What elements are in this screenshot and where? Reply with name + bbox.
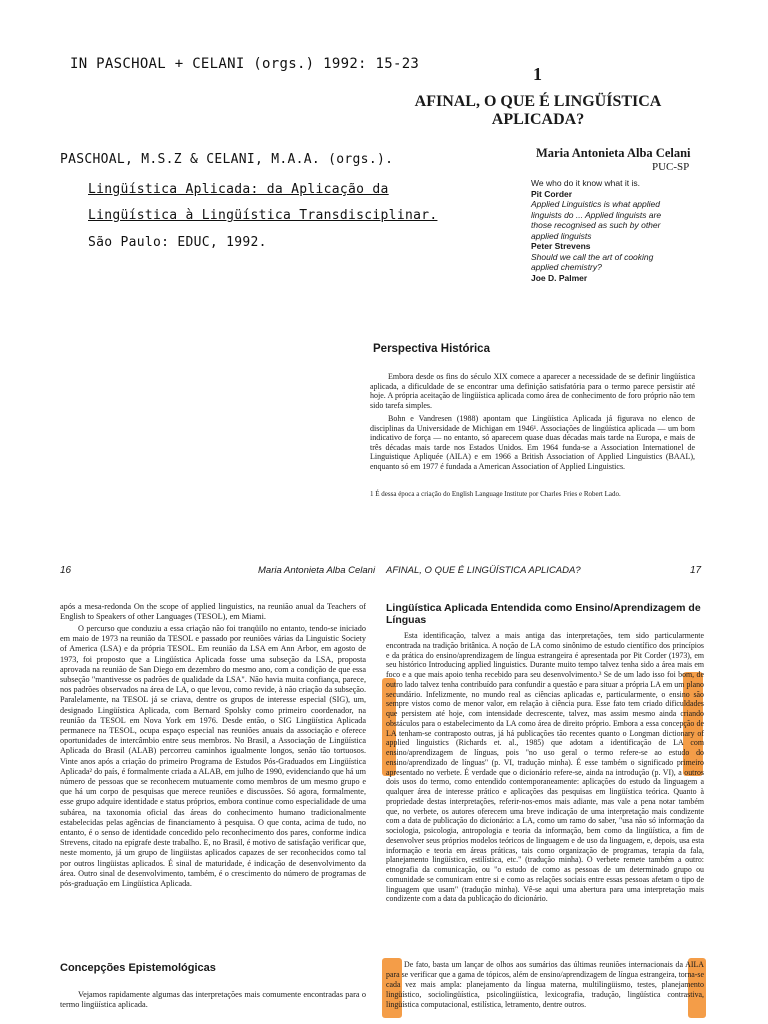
section-heading-ensino — [386, 602, 706, 626]
author-institution: PUC-SP — [652, 161, 690, 173]
handwritten-ref-line-4: São Paulo: EDUC, 1992. — [88, 235, 267, 250]
right-paragraph-1: Esta identificação, talvez a mais antiga das interpretações, tem sido particularmente encontrada na tradição britânica. A noção de LA como sinônimo de estudo científico dos princípios e da prática do ensino/aprendizagem de língua estrangeira é apresentada por Pit Corder (1973), em seu histórico Introducing applied linguistics. Durante muito tempo talvez tenha sido a área mais em foco e a que mais apoio tenha recebido para seu desenvolvimento.³ Se de um lado isso foi bom, de outro lado talvez tenha contribuído para confundir a questão e para situar a própria LA em um plano secundário. Infelizmente, no mundo real as ciências aplicadas e, particularmente, o ensino são sempre vistos como de menor valor, em relação à ciência pura. Esse fato tem criado dificuldades que persistem até hoje, com intensidade decrescente, talvez, mas assim mesmo ainda criando obstáculos para o estabelecimento da LA como área de direito próprio. Embora a essa concepção de LA tenham-se contraposto outras, já há publicações tão recentes quanto o Longman dictionary of applied linguistics (Richards et. al., 1985) que adotam a identificação de LA com ensino/aprendizagem de línguas, pois "no uso geral o termo refere-se ao estudo do ensino/aprendizado de línguas" (p. VI, tradução minha). É esse também o significado primeiro apresentado no verbete. É verdade que o dicionário refere-se, ainda na introdução (p. VI), a outros dois usos do termo, como entendido contemporaneamente: aplicações do estudo da linguagem a qualquer área de interesse prático e aplicações das pesquisas em lingüística teórica. Quanto à propriedade destas interpretações, referir-nos-emos mais adiante, mas vale a pena notar também que, no verbete, os autores oferecem uma breve indicação de uma interpretação mais condizente com a data de publicação do dicionário: a LA, como um ramo do saber, "usa não só informação da sociologia, psicologia, antropologia e teoria da informação, bem como da lingüística, a fim de desenvolver seus próprios modelos teóricos de linguagem e de uso da linguagem, e, depois, usa esta informação e teoria em áreas práticas, tais como organização de programas, terapia da fala, planejamento lingüístico, estilística, etc." (tradução minha). O verbete remete também a outro: etnografia da comunicação, ou "o estudo de como as pessoas de um determinado grupo ou comunidade se comunicam entre si e como as relações sociais entre essas pessoas afetam o tipo de linguagem que usam" (tradução minha). Vê-se aqui uma abertura para uma interpretação mais condizente com a data da publicação do dicionário. — [386, 631, 704, 904]
upper-paragraph-1: Embora desde os fins do século XIX comece a aparecer a necessidade de se definir lingüística aplicada, a dificuldade de se encontrar uma definição satisfatória para o termo parece persistir até hoje. A própria aceitação de lingüística aplicada como área de conhecimento de foro próprio não tem sido tarefa simples. — [370, 372, 695, 410]
left-paragraph-1: após a mesa-redonda On the scope of applied linguistics, na reunião anual da Teachers of English to Speakers of other Languages (TESOL), em Miami. — [60, 602, 366, 622]
left-running-head: Maria Antonieta Alba Celani — [258, 565, 376, 576]
section-heading-ensino-line-1: Lingüística Aplicada Entendida como Ensino/Aprendizagem de — [386, 602, 701, 614]
right-paragraph-2: De fato, basta um lançar de olhos aos sumários das últimas reuniões internacionais da AILA para se verificar que a gama de tópicos, além de ensino/aprendizagem de língua estrangeira, torna-se cada vez mais ampla: planejamento da língua materna, multilingüismo, testes, planejamento lingüístico, sociolingüística, psicolingüística, lexicografia, tradução, lingüística contrastiva, lingüística computacional, estilística, letramento, dentre outros. — [386, 960, 704, 1009]
epigraph-quote-1: We who do it know what it is. — [531, 178, 640, 188]
epigraph-author-2: Peter Strevens — [531, 241, 591, 251]
section-heading-concepcoes: Concepções Epistemológicas — [60, 962, 216, 974]
epigraph-block — [531, 178, 681, 283]
handwritten-ref-line-2: Lingüística Aplicada: da Aplicação da — [88, 182, 389, 197]
chapter-title — [398, 93, 678, 129]
handwritten-ref-line-1: PASCHOAL, M.S.Z & CELANI, M.A.A. (orgs.). — [60, 152, 394, 167]
upper-paragraph-2: Bohn e Vandresen (1988) apontam que Lingüística Aplicada já figurava no elenco de disciplinas da Universidade de Michigan em 1946¹. Associações de lingüística aplicada — um bom indicativo de força — no entanto, só aparecem quase duas décadas mais tarde na Europa, e mais de três décadas mais tarde nos Estados Unidos. Em 1964 funda-se a Association Internationel de Linguistique Apliquée (AILA) e em 1966 a British Association of Applied Linguistics (BAAL), enquanto só em 1977 é fundada a American Association of Applied Linguistics. — [370, 414, 695, 471]
epigraph-quote-3: Should we call the art of cooking applied chemistry? — [531, 251, 654, 272]
author-name: Maria Antonieta Alba Celani — [536, 146, 691, 160]
epigraph-author-3: Joe D. Palmer — [531, 272, 588, 283]
left-paragraph-3: Vejamos rapidamente algumas das interpretações mais comumente encontradas para o termo lingüística aplicada. — [60, 990, 366, 1010]
section-heading-perspectiva: Perspectiva Histórica — [373, 343, 490, 355]
chapter-title-line-1: AFINAL, O QUE É LINGÜÍSTICA — [414, 93, 662, 110]
handwritten-citation: IN PASCHOAL + CELANI (orgs.) 1992: 15-23 — [70, 56, 420, 72]
epigraph-author-1: Pit Corder — [531, 188, 573, 199]
left-page-number: 16 — [60, 565, 72, 576]
chapter-title-line-2: APLICADA? — [491, 111, 585, 128]
left-paragraph-2: O percurso que conduziu a essa criação não foi tranqüilo no entanto, tendo-se iniciado em maio de 1973 na reunião da TESOL e passado por reuniões várias da Linguistic Society of America (LSA) e da própria TESOL. Em reunião da LSA em Ann Arbor, em agosto de 1973, foi proposto que a Lingüística Aplicada fosse uma subseção da LSA, proposta aprovada na reunião de San Diego em dezembro do mesmo ano, com a condição de que essa subseção "mantivesse os padrões de qualidade da LSA". Não havia muita confiança, parece, nos padrões observados na área de LA, o que levou, como revide, à não criação da subseção. Paralelamente, na TESOL já se criava, dentre os grupos de interesse especial (SIG), um, designado Lingüística Aplicada, com Bernard Spolsky como primeiro coordenador, na reunião da TESOL em Nova York em 1976. Desde então, o SIG Lingüística Aplicada permanece na TESOL, ocupa espaço especial nas reuniões anuais da associação e oferece oportunidades de intercâmbio entre seus membros. No Brasil, a Associação de Lingüística Aplicada do Brasil (ALAB) percorreu caminhos igualmente longos, senão tão tortuosos. Vinte anos após a criação do primeiro Programa de Estudos Pós-Graduados em Lingüística Aplicada² do país, é formalmente criada a ALAB, em julho de 1990, evidenciando que há um número de pessoas que se reconhecem mutuamente como membros de um mesmo grupo e que há um corpo de pesquisas que merece reuniões e discussões. Só agora, formalmente, esse grupo adquire identidade e status próprios, embora continue como especialidade de uma subárea, na taxonomia oficial das áreas do conhecimento humano tradicionalmente estabelecidas pelas agências de financiamento à pesquisa. O que conta, acima de tudo, no entanto, é o senso de identidade concedido pelo reconhecimento dos pares, conforme indica Strevens, citado na epígrafe deste trabalho. E, no Brasil, é motivo de satisfação verificar que, neste momento, já um grupo de lingüistas aplicados capazes de ser reconhecidos como tal por outros lingüistas aplicados. É sinal de maturidade, é indicação de desenvolvimento da área. Outro sinal de desenvolvimento, também, é o crescimento do número de programas de pós-graduação em Lingüística Aplicada. — [60, 624, 366, 889]
right-page-number: 17 — [690, 565, 702, 576]
right-running-head: AFINAL, O QUE É LINGÜÍSTICA APLICADA? — [386, 565, 581, 576]
chapter-number: 1 — [533, 64, 542, 84]
section-heading-ensino-line-2: Línguas — [386, 614, 427, 626]
handwritten-ref-line-3: Lingüística à Lingüística Transdisciplinar. — [88, 208, 438, 223]
upper-footnote: 1 É dessa época a criação do English Language Institute por Charles Fries e Robert Lado. — [370, 490, 621, 498]
epigraph-quote-2: Applied Linguistics is what applied linguists do ... Applied linguists are those recognised as such by other applied linguists — [531, 199, 662, 241]
